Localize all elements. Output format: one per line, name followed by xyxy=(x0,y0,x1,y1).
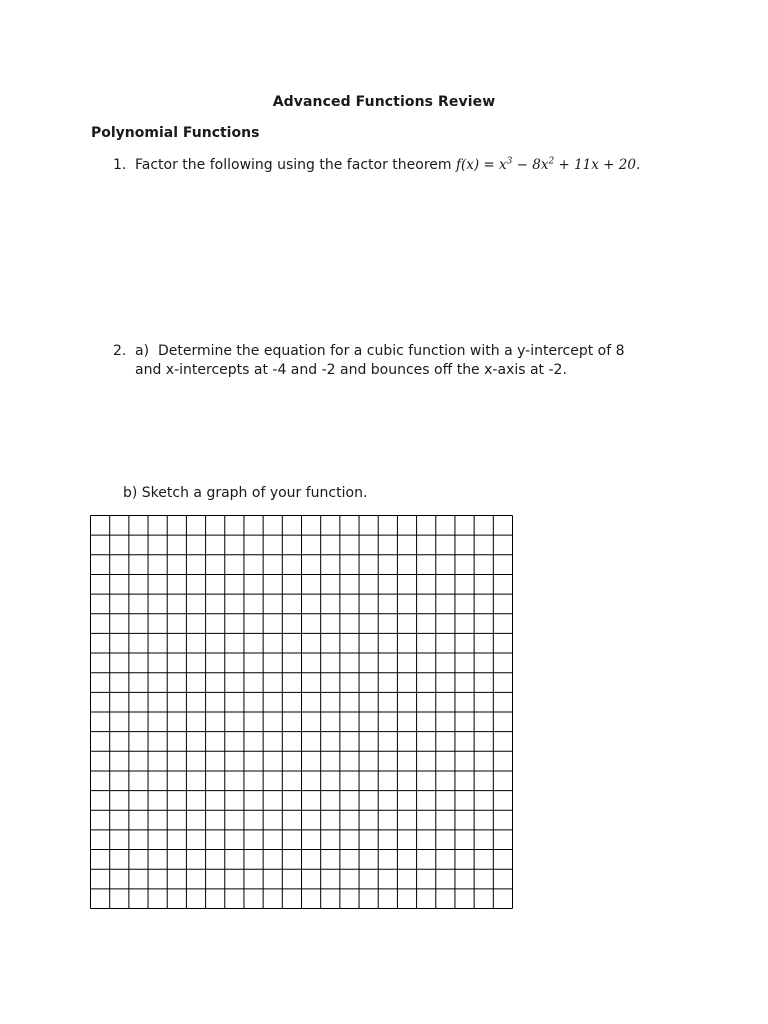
question-text xyxy=(135,342,673,380)
question-number: 2. xyxy=(113,343,127,359)
formula-lhs: f(x) = x xyxy=(455,157,507,173)
question-text xyxy=(135,156,713,175)
graph-paper-grid[interactable] xyxy=(90,515,513,909)
section-heading: Polynomial Functions xyxy=(91,125,260,141)
question-1 xyxy=(113,156,713,175)
page-title: Advanced Functions Review xyxy=(272,94,496,110)
part-a-line-1: Determine the equation for a cubic function with a y-intercept of 8 xyxy=(157,343,625,359)
question-number: 1. xyxy=(113,157,127,173)
formula-middle: − 8x xyxy=(512,157,549,173)
part-b-prompt: b) Sketch a graph of your function. xyxy=(123,485,368,501)
formula-rest: + 11x + 20. xyxy=(554,157,641,173)
formula-exponent-2: 2 xyxy=(548,156,555,167)
grid-svg xyxy=(90,515,513,909)
formula-exponent-3: 3 xyxy=(506,156,513,167)
question-prompt: Factor the following using the factor theorem xyxy=(135,157,456,173)
question-2 xyxy=(113,342,673,380)
polynomial-formula xyxy=(456,157,640,173)
part-a-line-2: and x-intercepts at -4 and -2 and bounces off the x-axis at -2. xyxy=(135,362,567,378)
part-a-label: a) xyxy=(135,343,150,359)
